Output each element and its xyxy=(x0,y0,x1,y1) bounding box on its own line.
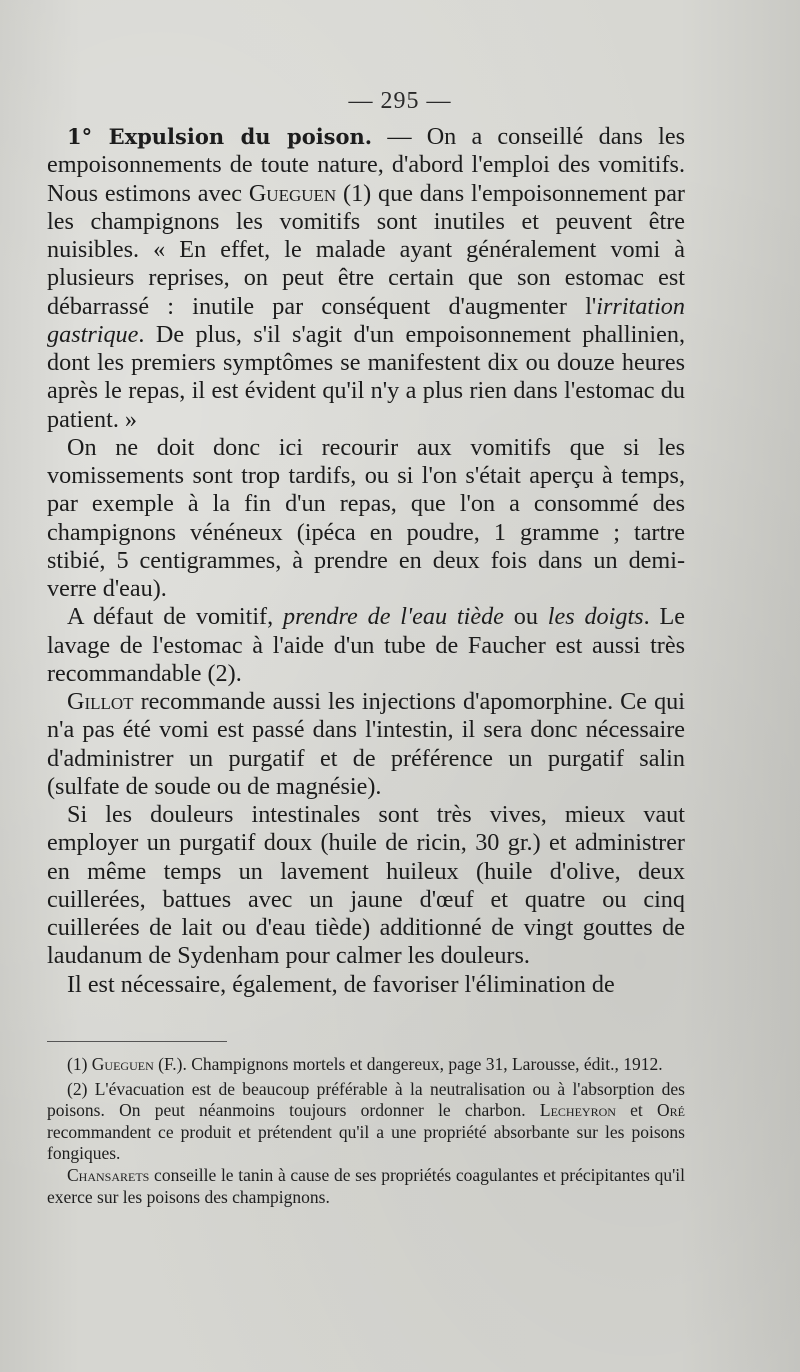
paragraph-elimination xyxy=(47,971,685,999)
section-heading: 1° Expulsion du poison. xyxy=(67,124,373,149)
text-run: Si les douleurs intestinales sont très vives, mieux vaut employer un purgatif doux (huile de ricin, 30 gr.) et administrer en même temps un lavement huileux (huile d'olive, deux cuillerées, battues avec un jaune d'œuf et quatre ou cinq cuillerées de lait ou d'eau tiède) additionné de vingt gouttes de laudanum de Sydenham pour calmer les douleurs. xyxy=(47,801,685,970)
paragraph-defaut xyxy=(47,603,685,688)
italic-phrase: irritation gastrique xyxy=(47,292,685,348)
text-run: — On a conseillé dans les empoisonnements de toute nature, d'abord l'emploi des vomitifs. Nous estimons avec xyxy=(47,123,686,207)
text-run: . De plus, s'il s'agit d'un empoisonnement phallinien, dont les premiers symptômes se manifestent dix ou douze heures après le repas, il est évident qu'il n'y a plus rien dans l'estomac du patient. » xyxy=(47,320,685,433)
author-name: Chansarets xyxy=(67,1164,150,1185)
text-run: et xyxy=(615,1100,657,1121)
author-name: Lecheyron xyxy=(539,1100,616,1121)
italic-phrase: les doigts xyxy=(547,603,644,631)
paragraph-gillot xyxy=(47,688,685,801)
author-name: Oré xyxy=(657,1100,685,1121)
text-run: ou xyxy=(503,603,548,631)
text-run: On ne doit donc ici recourir aux vomitifs que si les vomissements sont trop tardifs, ou si l'on s'était aperçu à temps, par exemple à la fin d'un repas, que l'on a consommé des champignons vénéneux (ipéca en poudre, 1 gramme ; tartre stibié, 5 centigrammes, à prendre en deux fois dans un demi-verre d'eau). xyxy=(47,433,685,602)
main-text xyxy=(47,123,685,999)
text-run: conseille le tanin à cause de ses propriétés coagulantes et précipitantes qu'il exerce sur les poisons des champignons. xyxy=(47,1164,685,1207)
text-run: recommandent ce produit et prétendent qu'il a une propriété absorbante sur les poisons fongiques. xyxy=(47,1121,685,1164)
text-run: . Le lavage de l'estomac à l'aide d'un tube de Faucher est aussi très recommandable (2). xyxy=(47,603,685,687)
author-name: Gueguen xyxy=(248,179,337,207)
paragraph-douleurs xyxy=(47,801,685,971)
footnotes xyxy=(47,1054,685,1208)
footnote-2-continued xyxy=(47,1165,685,1208)
page-number: — 295 — xyxy=(348,88,452,114)
footnote-2 xyxy=(47,1079,685,1165)
footnote-number: (1) xyxy=(67,1054,88,1074)
text-run: L'évacuation est de beaucoup préférable à la neutralisation ou à l'absorption des poisons. On peut néanmoins toujours ordonner le charbon. xyxy=(47,1078,685,1121)
text-run: (1) que dans l'empoisonnement par les champignons les vomitifs sont inutiles et peuvent être nuisibles. « En effet, le malade ayant généralement vomi à plusieurs reprises, on peut être certain que son estomac est débarrassé : inutile par conséquent d'augmenter l' xyxy=(47,179,685,320)
text-run: recommande aussi les injections d'apomorphine. Ce qui n'a pas été vomi est passé dans l'intestin, il sera donc nécessaire d'administrer un purgatif et de préférence un purgatif salin (sulfate de soude ou de magnésie). xyxy=(47,688,685,800)
text-run: Il est nécessaire, également, de favoriser l'élimination de xyxy=(67,970,615,998)
text-run: (F.). Champignons mortels et dangereux, page 31, Larousse, édit., 1912. xyxy=(153,1054,663,1074)
footnote-divider xyxy=(47,1041,227,1042)
paragraph-vomitifs xyxy=(47,434,685,604)
paragraph-expulsion xyxy=(47,123,685,434)
footnote-number: (2) xyxy=(67,1078,88,1099)
italic-phrase: prendre de l'eau tiède xyxy=(282,603,504,631)
footnote-1 xyxy=(47,1054,685,1076)
text-run: A défaut de vomitif, xyxy=(67,603,283,631)
author-name: Gillot xyxy=(67,688,134,715)
author-name: Gueguen xyxy=(91,1054,154,1074)
